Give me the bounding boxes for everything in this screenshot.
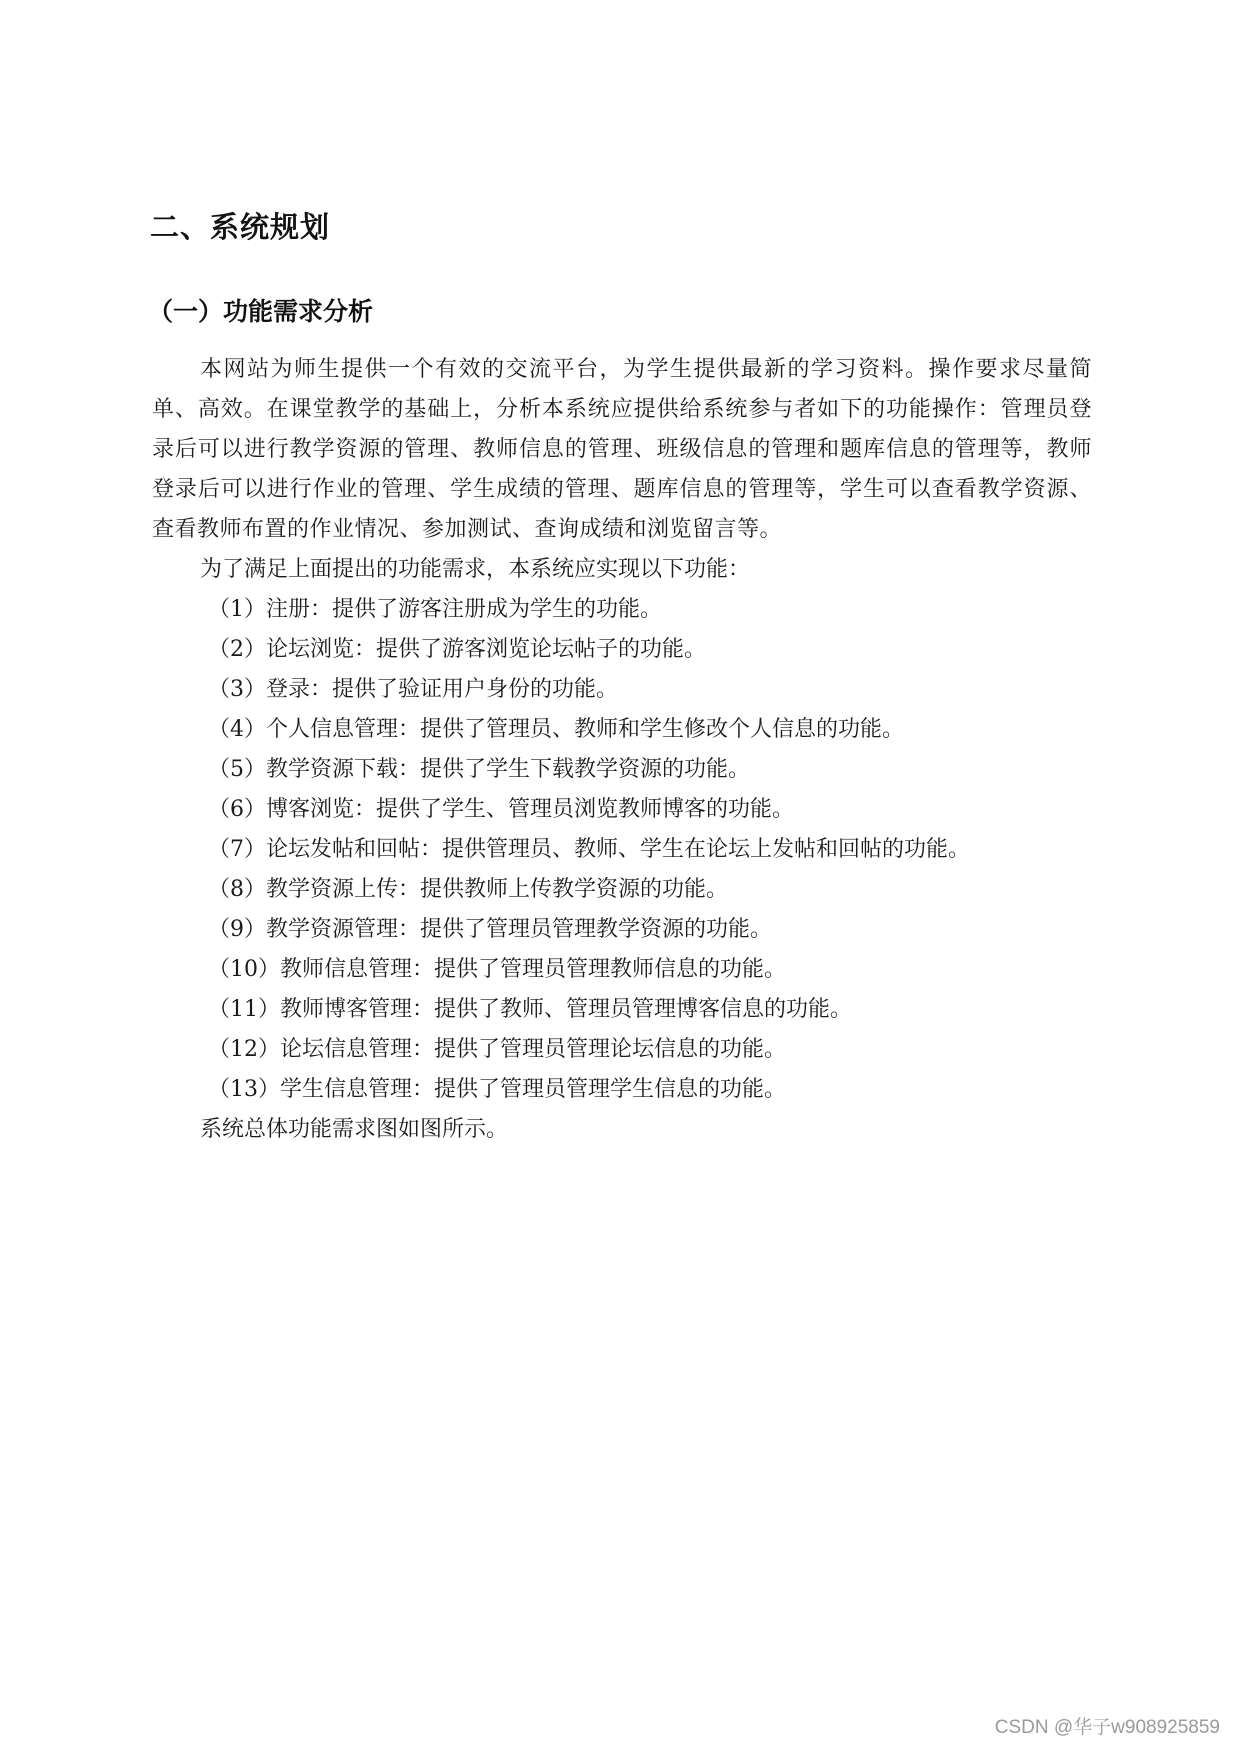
closing-line: 系统总体功能需求图如图所示。: [200, 1117, 509, 1142]
lead-in-text: 为了满足上面提出的功能需求，本系统应实现以下功能：: [200, 557, 751, 582]
list-item: （5）教学资源下载：提供了学生下载教学资源的功能。: [208, 757, 750, 782]
list-item: （12）论坛信息管理：提供了管理员管理论坛信息的功能。: [208, 1037, 786, 1062]
list-item: （9）教学资源管理：提供了管理员管理教学资源的功能。: [208, 917, 772, 942]
list-item: （6）博客浏览：提供了学生、管理员浏览教师博客的功能。: [208, 797, 794, 822]
list-item: （11）教师博客管理：提供了教师、管理员管理博客信息的功能。: [208, 997, 852, 1022]
list-item: （13）学生信息管理：提供了管理员管理学生信息的功能。: [208, 1077, 786, 1102]
list-item: （3）登录：提供了验证用户身份的功能。: [208, 677, 618, 702]
list-item: （7）论坛发帖和回帖：提供管理员、教师、学生在论坛上发帖和回帖的功能。: [208, 837, 970, 862]
intro-paragraph: 本网站为师生提供一个有效的交流平台，为学生提供最新的学习资料。操作要求尽量简单、高效。在课堂教学的基础上，分析本系统应提供给系统参与者如下的功能操作：管理员登录后可以进行教学资源的管理、教师信息的管理、班级信息的管理和题库信息的管理等，教师登录后可以进行作业的管理、学生成绩的管理、题库信息的管理等，学生可以查看教学资源、查看教师布置的作业情况、参加测试、查询成绩和浏览留言等。: [152, 357, 1092, 542]
section-title: 二、系统规划: [150, 210, 331, 244]
watermark-text: CSDN @华子w908925859: [994, 1717, 1220, 1738]
feature-list: [152, 590, 1092, 1110]
list-item: （2）论坛浏览：提供了游客浏览论坛帖子的功能。: [208, 637, 706, 662]
list-item: （10）教师信息管理：提供了管理员管理教师信息的功能。: [208, 957, 786, 982]
document-body: [152, 350, 1092, 1150]
list-item: （1）注册：提供了游客注册成为学生的功能。: [208, 597, 662, 622]
list-item: （4）个人信息管理：提供了管理员、教师和学生修改个人信息的功能。: [208, 717, 904, 742]
subsection-title: （一）功能需求分析: [148, 297, 374, 326]
list-item: （8）教学资源上传：提供教师上传教学资源的功能。: [208, 877, 728, 902]
